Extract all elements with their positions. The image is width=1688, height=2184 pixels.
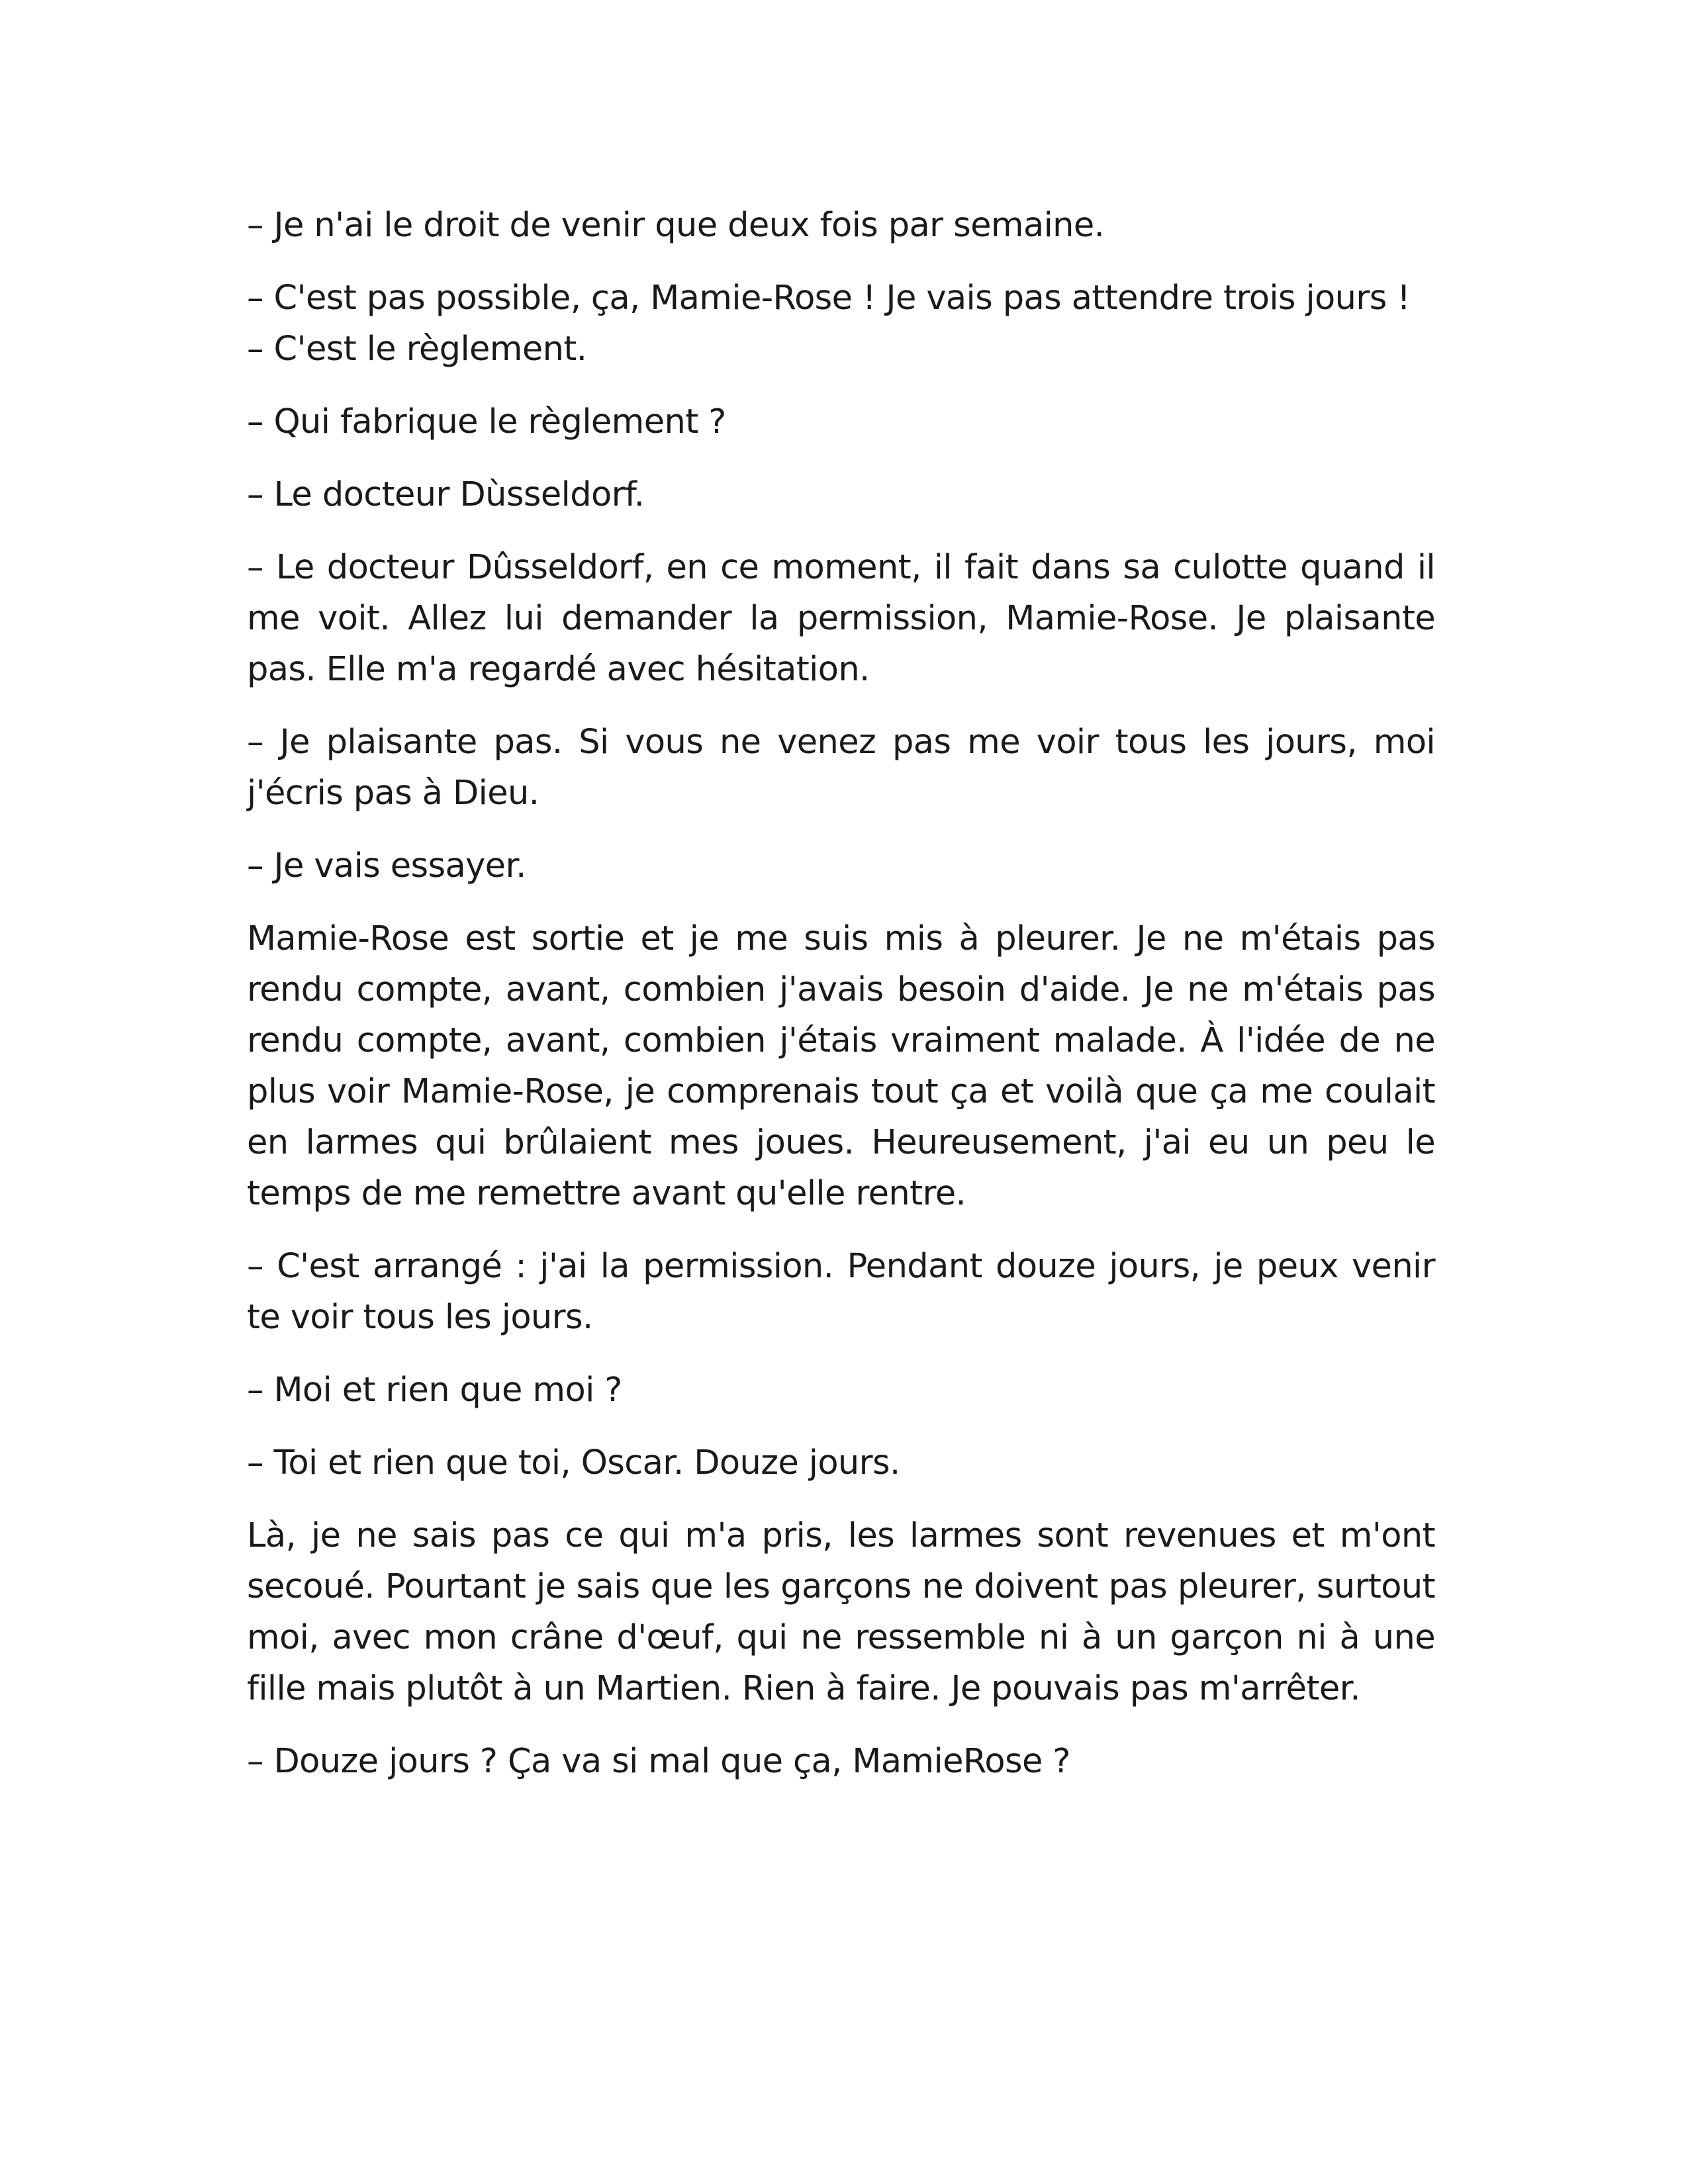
paragraph-2 (247, 273, 1435, 375)
paragraph-1 (247, 200, 1435, 251)
body-text (247, 200, 1435, 1809)
paragraph-6: – Je plaisante pas. Si vous ne venez pas me voir tous les jours, moi j'écris pas à Dieu. (247, 723, 1435, 813)
paragraph-11 (247, 1437, 1435, 1488)
paragraph-12: Là, je ne sais pas ce qui m'a pris, les larmes sont revenues et m'ont secoué. Pourtant je sais que les garçons ne doivent pas pleurer, surtout moi, avec mon crâne d'œuf, qui ne ressemble ni à un garçon ni à une fille mais plutôt à un Martien. Rien à faire. Je pouvais pas m'arrêter. (247, 1516, 1435, 1708)
text-line: – Qui fabrique le règlement ? (247, 402, 726, 441)
text-line: – Je n'ai le droit de venir que deux fois par semaine. (247, 206, 1105, 245)
paragraph-3 (247, 396, 1435, 447)
text-line: – C'est le règlement. (247, 330, 587, 369)
paragraph-5: – Le docteur Dûsseldorf, en ce moment, il fait dans sa culotte quand il me voit. Allez lui demander la permission, Mamie-Rose. Je plaisante pas. Elle m'a regardé avec hésitation. (247, 548, 1435, 689)
paragraph-13 (247, 1736, 1435, 1787)
text-line: – Douze jours ? Ça va si mal que ça, MamieRose ? (247, 1742, 1070, 1781)
text-line: – Moi et rien que moi ? (247, 1371, 622, 1410)
paragraph-8: Mamie-Rose est sortie et je me suis mis à pleurer. Je ne m'étais pas rendu compte, avant, combien j'avais besoin d'aide. Je ne m'étais pas rendu compte, avant, combien j'étais vraiment malade. À l'idée de ne plus voir Mamie-Rose, je comprenais tout ça et voilà que ça me coulait en larmes qui brûlaient mes joues. Heureusement, j'ai eu un peu le temps de me remettre avant qu'elle rentre. (247, 919, 1435, 1213)
text-line: – Je vais essayer. (247, 846, 526, 886)
text-line: – Toi et rien que toi, Oscar. Douze jours. (247, 1443, 900, 1482)
text-line: – C'est pas possible, ça, Mamie-Rose ! Je vais pas attendre trois jours ! (247, 279, 1411, 318)
paragraph-9: – C'est arrangé : j'ai la permission. Pendant douze jours, je peux venir te voir tous les jours. (247, 1247, 1435, 1337)
text-line: – Le docteur Dùsseldorf. (247, 475, 645, 514)
paragraph-10 (247, 1365, 1435, 1416)
paragraph-7 (247, 841, 1435, 891)
paragraph-4 (247, 469, 1435, 520)
